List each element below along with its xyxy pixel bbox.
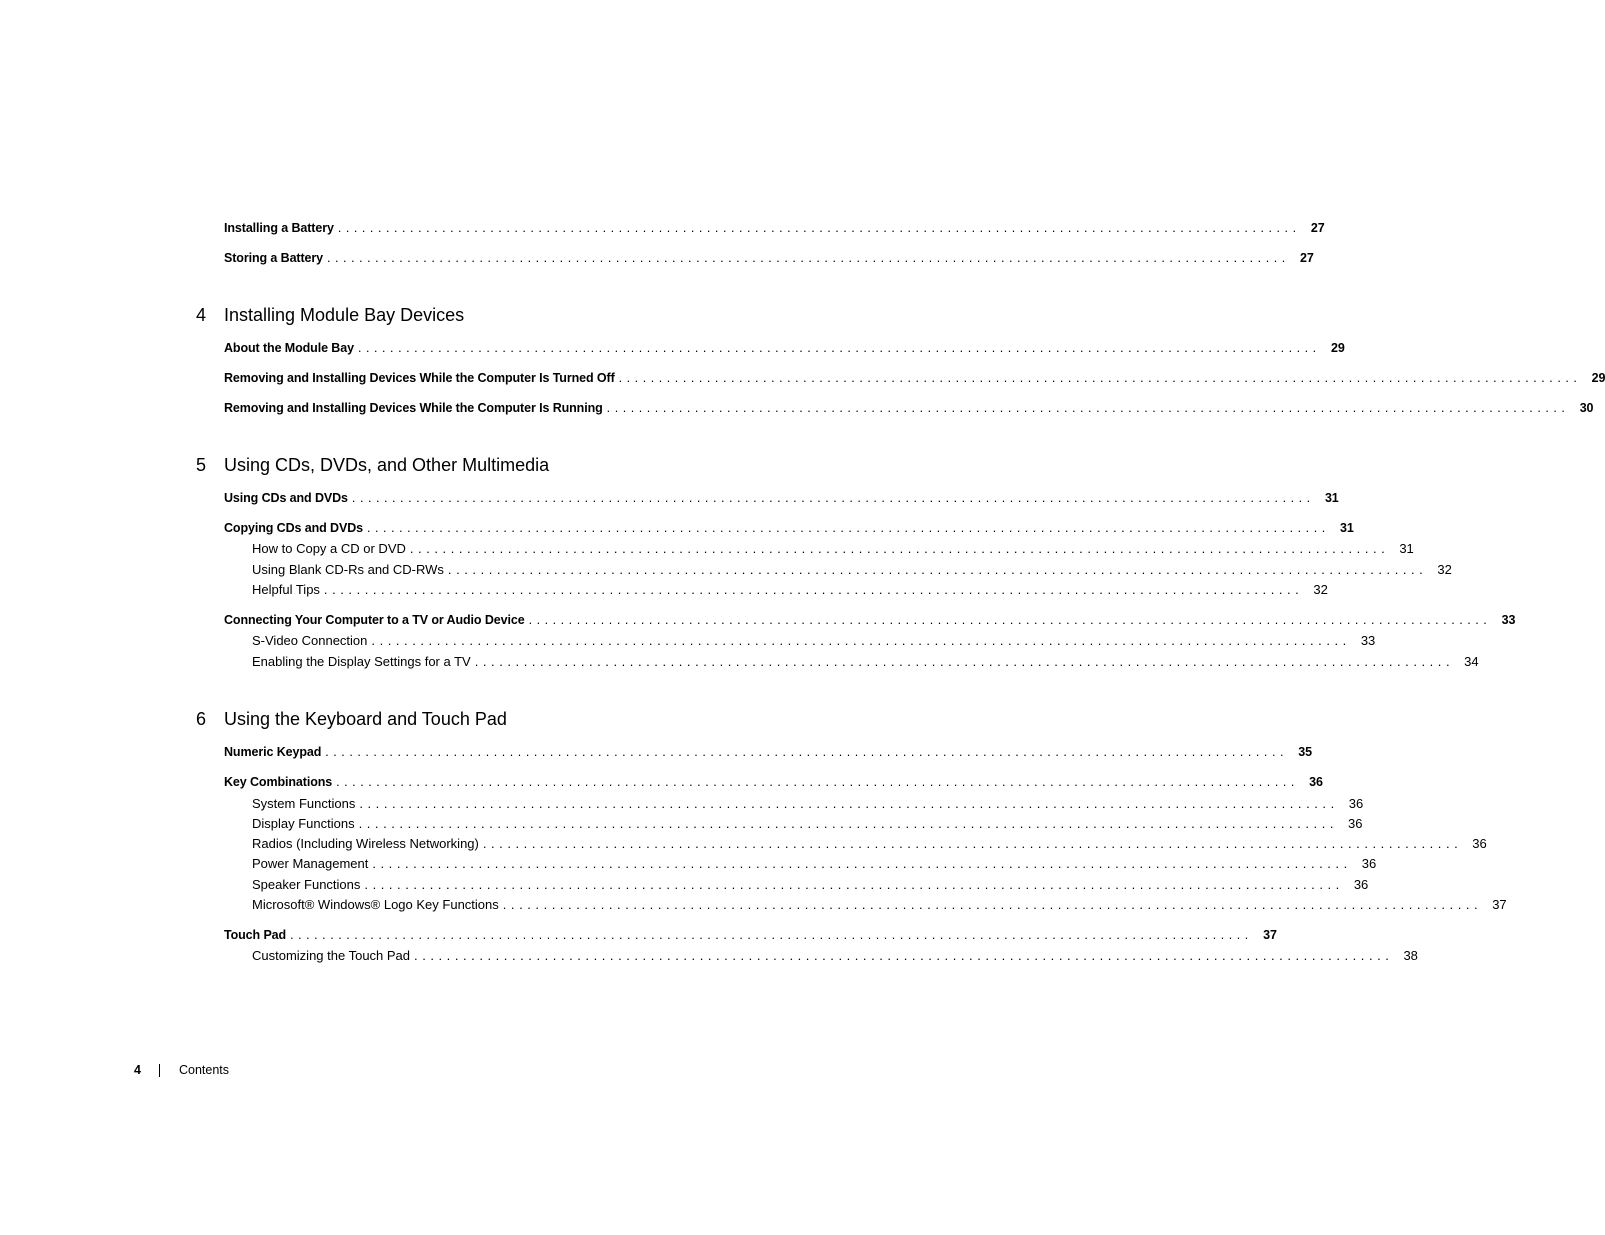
dot-leader: ........................................................................................................................ — [327, 251, 1290, 265]
toc-entry-title: How to Copy a CD or DVD — [252, 541, 406, 556]
toc-entry-title: Helpful Tips — [252, 582, 320, 597]
toc-subentry[interactable] — [252, 561, 1452, 579]
toc-entry-title: Microsoft® Windows® Logo Key Functions — [252, 897, 499, 912]
toc-entry-title: S-Video Connection — [252, 633, 368, 648]
toc-subentry[interactable] — [252, 855, 1377, 873]
chapter-title: Installing Module Bay Devices — [224, 305, 465, 325]
dot-leader: ........................................................................................................................ — [414, 948, 1394, 963]
toc-entry-title: Customizing the Touch Pad — [252, 948, 411, 963]
toc-entry-title: About the Module Bay — [224, 341, 354, 355]
toc-entry-page: 38 — [1403, 948, 1418, 963]
dot-leader: ........................................................................................................................ — [323, 582, 1304, 597]
chapter-title: Using CDs, DVDs, and Other Multimedia — [224, 455, 550, 475]
toc-subentry[interactable] — [252, 581, 1328, 599]
dot-leader: ........................................................................................................................ — [364, 877, 1344, 892]
dot-leader: ........................................................................................................................ — [482, 836, 1463, 851]
dot-leader: ........................................................................................................................ — [371, 633, 1351, 648]
toc-entry-page: 34 — [1464, 654, 1479, 669]
toc-entry-page: 36 — [1353, 877, 1369, 892]
dot-leader: ........................................................................................................................ — [337, 221, 1301, 235]
toc-entry-page: 36 — [1348, 796, 1364, 811]
dot-leader: ........................................................................................................................ — [447, 562, 1428, 577]
toc-entry-page: 31 — [1324, 491, 1339, 505]
toc-subentry[interactable] — [252, 540, 1414, 558]
toc-entry-page: 27 — [1300, 251, 1314, 265]
toc-subentry[interactable] — [252, 815, 1363, 833]
chapter-heading-4[interactable] — [196, 303, 464, 327]
toc-entry-page: 36 — [1361, 856, 1377, 871]
toc-entry-page: 36 — [1309, 775, 1323, 789]
dot-leader: ........................................................................................................................ — [409, 541, 1390, 556]
toc-entry-page: 30 — [1579, 401, 1594, 415]
dot-leader: ........................................................................................................................ — [606, 401, 1570, 415]
toc-entry-page: 35 — [1298, 745, 1312, 759]
toc-entry-page: 32 — [1437, 562, 1452, 577]
page-footer — [134, 1061, 230, 1079]
dot-leader: ........................................................................................................................ — [325, 745, 1288, 759]
toc-entry[interactable] — [224, 489, 1339, 507]
toc-subentry[interactable] — [252, 876, 1369, 894]
toc-subentry[interactable] — [252, 653, 1479, 671]
toc-entry-page: 36 — [1472, 836, 1487, 851]
toc-entry-title: Removing and Installing Devices While the Computer Is Running — [224, 401, 603, 415]
toc-entry-title: Using Blank CD-Rs and CD-RWs — [252, 562, 444, 577]
toc-entry-title: Display Functions — [252, 816, 355, 831]
toc-entry-title: Touch Pad — [224, 928, 287, 942]
dot-leader: ........................................................................................................................ — [359, 796, 1339, 811]
toc-entry[interactable] — [224, 519, 1354, 537]
toc-entry-page: 31 — [1399, 541, 1414, 556]
dot-leader: ........................................................................................................................ — [357, 341, 1321, 355]
dot-leader: ........................................................................................................................ — [290, 928, 1253, 942]
toc-entry-page: 32 — [1313, 582, 1328, 597]
toc-entry-title: Speaker Functions — [252, 877, 361, 892]
toc-entry-title: Copying CDs and DVDs — [224, 521, 363, 535]
chapter-number: 4 — [196, 305, 207, 325]
chapter-title: Using the Keyboard and Touch Pad — [224, 709, 507, 729]
toc-entry-title: Storing a Battery — [224, 251, 324, 265]
toc-entry[interactable] — [224, 926, 1277, 944]
toc-entry[interactable] — [224, 339, 1345, 357]
toc-entry-title: Numeric Keypad — [224, 745, 322, 759]
chapter-heading-6[interactable] — [196, 707, 507, 731]
chapter-number: 6 — [196, 709, 207, 729]
toc-entry[interactable] — [224, 249, 1314, 267]
toc-entry-page: 29 — [1330, 341, 1345, 355]
toc-entry[interactable] — [224, 773, 1323, 791]
toc-subentry[interactable] — [252, 632, 1376, 650]
toc-subentry[interactable] — [252, 947, 1418, 965]
toc-subentry[interactable] — [252, 835, 1487, 853]
toc-entry-title: Key Combinations — [224, 775, 333, 789]
dot-leader: ........................................................................................................................ — [502, 897, 1483, 912]
dot-leader: ........................................................................................................................ — [618, 371, 1582, 385]
toc-entry-title: Using CDs and DVDs — [224, 491, 348, 505]
toc-entry-title: Power Management — [252, 856, 369, 871]
toc-entry[interactable] — [224, 219, 1325, 237]
toc-entry-page: 33 — [1360, 633, 1376, 648]
toc-entry-page: 37 — [1263, 928, 1277, 942]
toc-entry-page: 33 — [1501, 613, 1516, 627]
toc-entry[interactable] — [224, 743, 1312, 761]
toc-entry-page: 36 — [1348, 816, 1363, 831]
dot-leader: ........................................................................................................................ — [372, 856, 1352, 871]
dot-leader: ........................................................................................................................ — [528, 613, 1492, 627]
toc-entry-page: 27 — [1310, 221, 1325, 235]
toc-entry[interactable] — [224, 369, 1605, 387]
dot-leader: ........................................................................................................................ — [336, 775, 1299, 789]
toc-entry-title: Removing and Installing Devices While the Computer Is Turned Off — [224, 371, 615, 385]
footer-label: Contents — [179, 1063, 230, 1077]
toc-entry-page: 31 — [1340, 521, 1354, 535]
dot-leader: ........................................................................................................................ — [367, 521, 1330, 535]
dot-leader: ........................................................................................................................ — [351, 491, 1315, 505]
toc-entry-page: 37 — [1492, 897, 1507, 912]
dot-leader: ........................................................................................................................ — [474, 654, 1455, 669]
toc-entry-page: 29 — [1591, 371, 1605, 385]
chapter-number: 5 — [196, 455, 207, 475]
dot-leader: ........................................................................................................................ — [358, 816, 1339, 831]
toc-subentry[interactable] — [252, 896, 1507, 914]
footer-page-number: 4 — [134, 1063, 141, 1077]
toc-entry-title: Radios (Including Wireless Networking) — [252, 836, 479, 851]
chapter-heading-5[interactable] — [196, 453, 549, 477]
toc-subentry[interactable] — [252, 795, 1364, 813]
toc-entry-title: Enabling the Display Settings for a TV — [252, 654, 471, 669]
toc-entry-title: Connecting Your Computer to a TV or Audio Device — [224, 613, 525, 627]
toc-entry[interactable] — [224, 611, 1516, 629]
toc-entry[interactable] — [224, 399, 1594, 417]
toc-entry-title: Installing a Battery — [224, 221, 334, 235]
toc-entry-title: System Functions — [252, 796, 356, 811]
footer-separator — [159, 1064, 160, 1077]
